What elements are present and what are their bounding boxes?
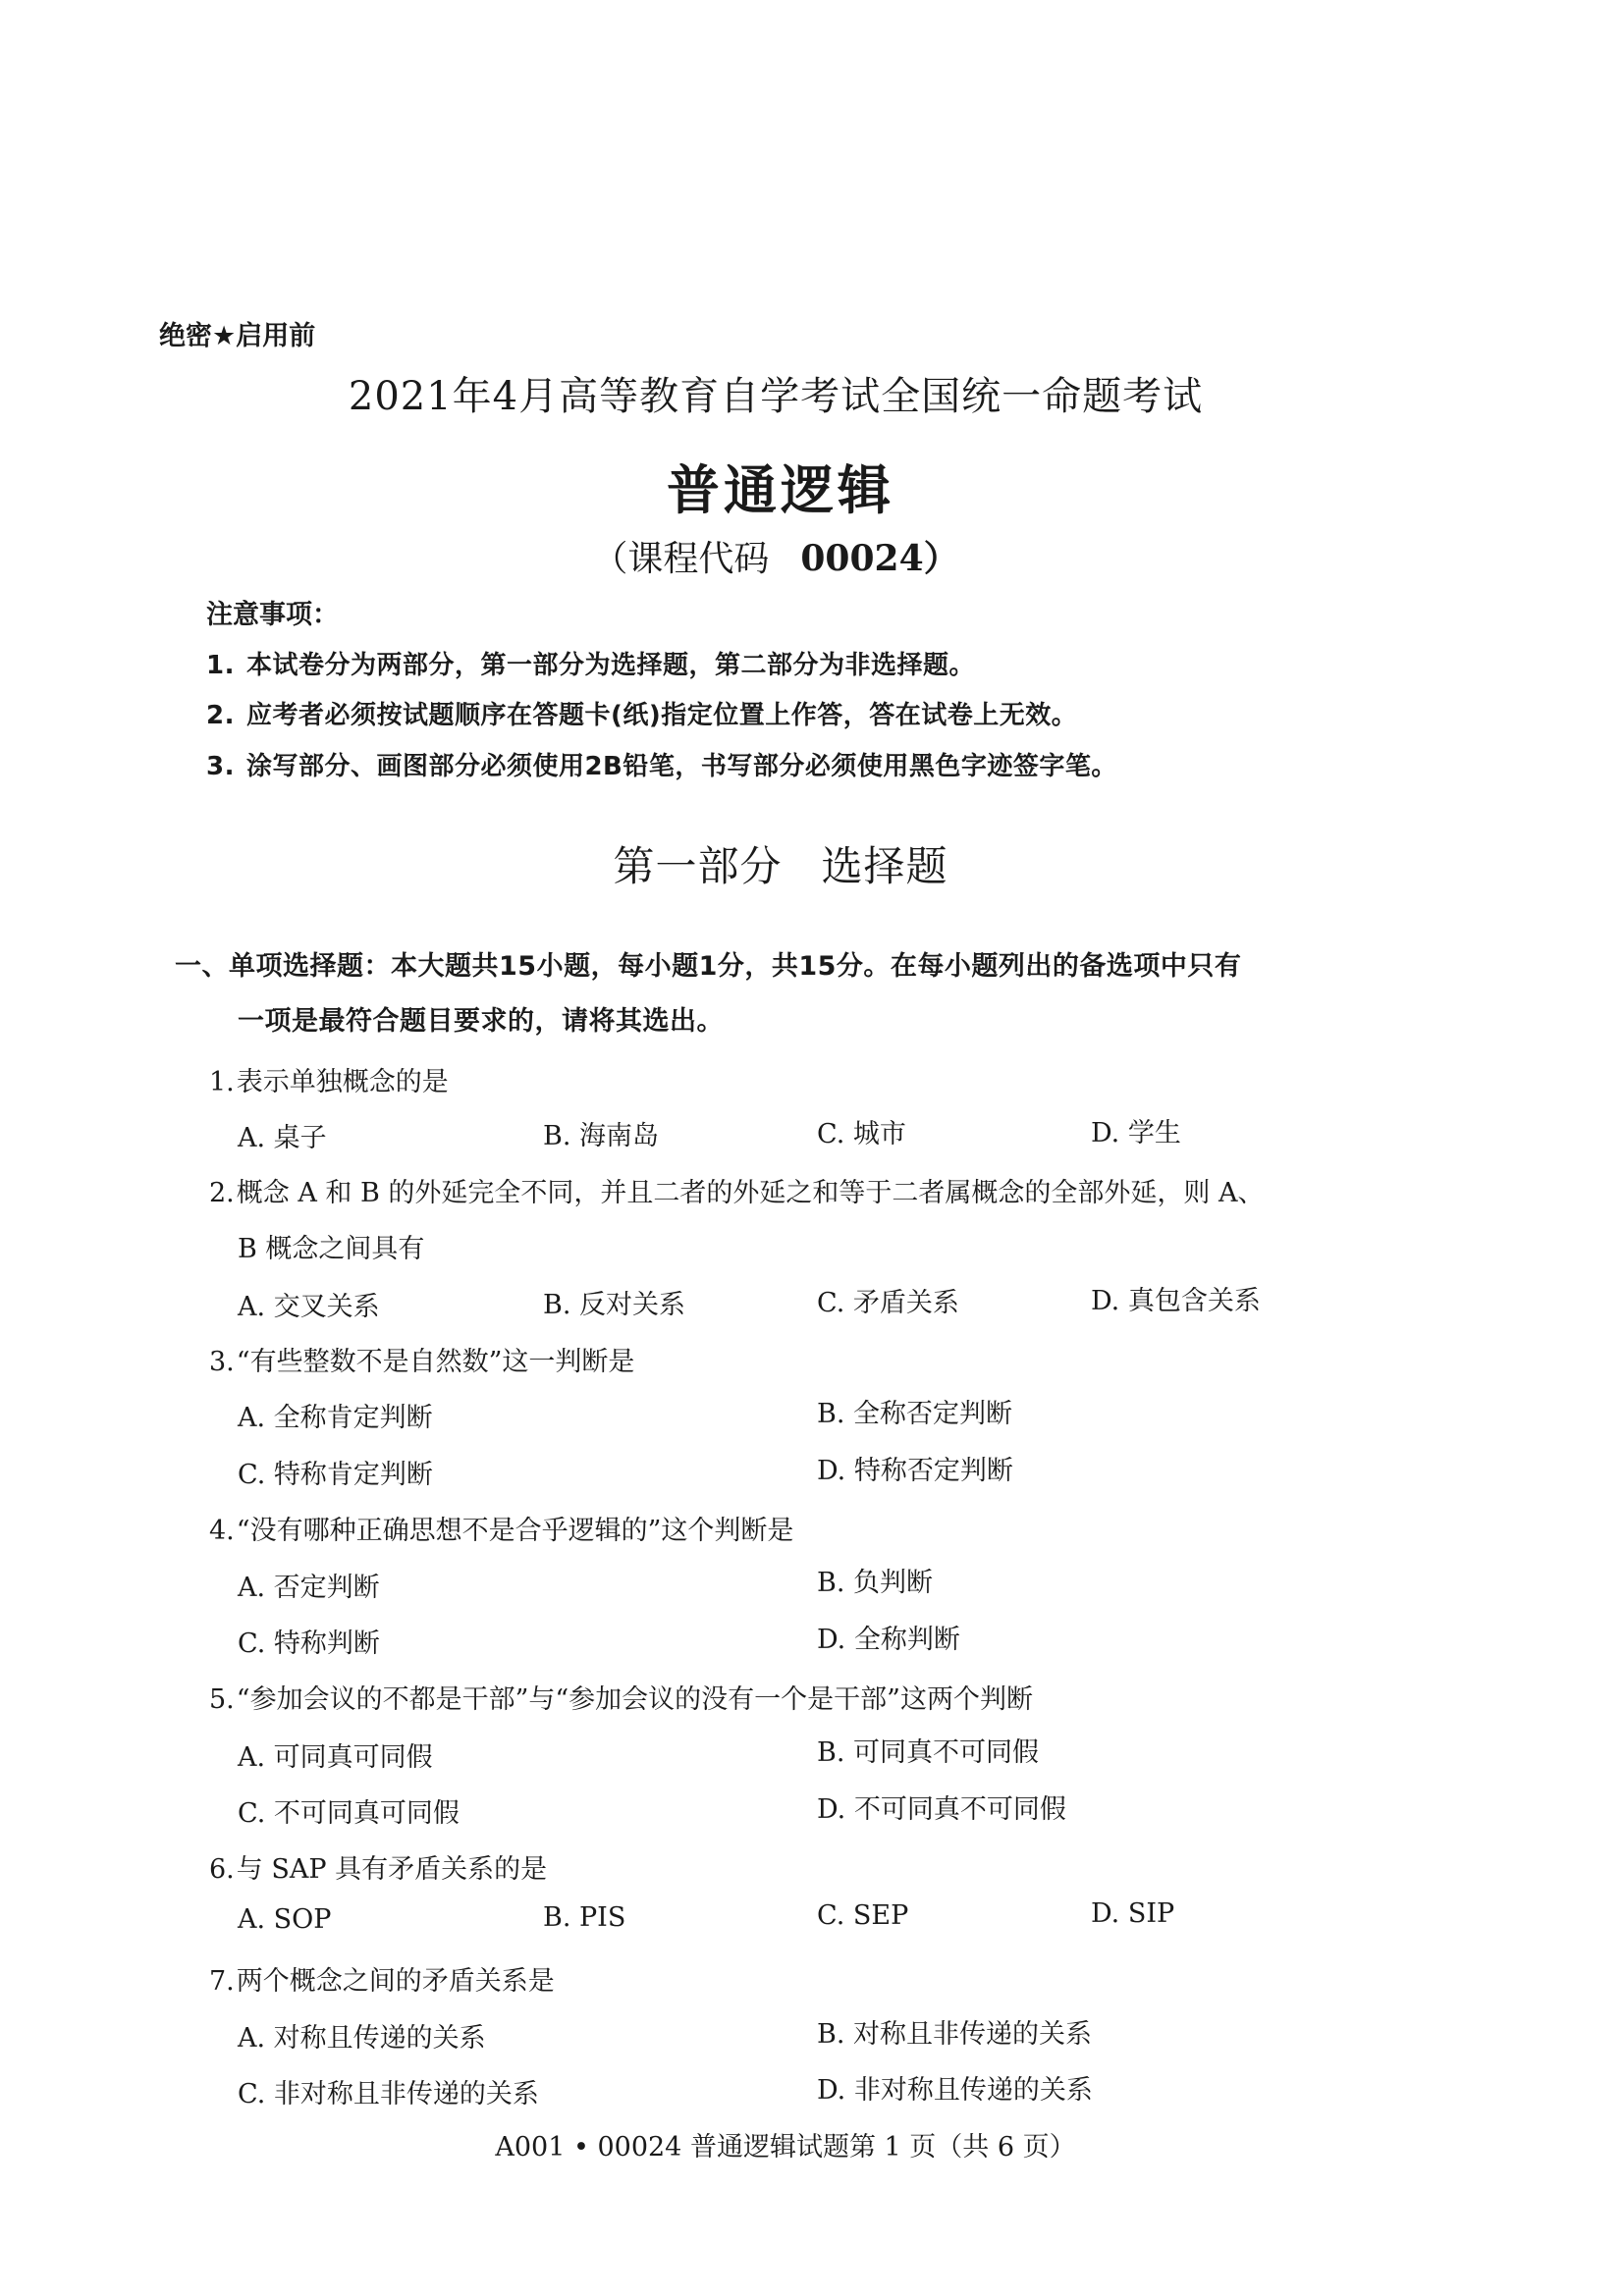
option-d: D. 学生 bbox=[1091, 1118, 1181, 1148]
option-d: D. 不可同真不可同假 bbox=[817, 1794, 1066, 1825]
option-d: D. 真包含关系 bbox=[1091, 1286, 1261, 1316]
option-a: A. 桌子 bbox=[238, 1123, 327, 1153]
option-a: A. 可同真可同假 bbox=[238, 1742, 433, 1773]
part-name: 选择题 bbox=[821, 842, 948, 890]
question-text: “参加会议的不都是干部”与“参加会议的没有一个是干部”这两个判断 bbox=[236, 1684, 1033, 1715]
course-code: 00024） bbox=[800, 538, 959, 579]
option-b: B. 全称否定判断 bbox=[817, 1399, 1013, 1429]
section-instruction-cont: 一项是最符合题目要求的，请将其选出。 bbox=[238, 1006, 724, 1037]
option-d: D. SIP bbox=[1091, 1898, 1175, 1929]
question-number: 4. bbox=[209, 1516, 235, 1546]
notice-item bbox=[206, 645, 975, 681]
notice-title: 注意事项： bbox=[206, 600, 339, 630]
option-c: C. 非对称且非传递的关系 bbox=[238, 2079, 539, 2109]
option-d: D. 非对称且传递的关系 bbox=[817, 2075, 1093, 2106]
question-text: 与 SAP 具有矛盾关系的是 bbox=[236, 1854, 548, 1885]
option-d: D. 特称否定判断 bbox=[817, 1456, 1013, 1486]
option-b: B. 负判断 bbox=[817, 1568, 934, 1598]
notice-item bbox=[206, 746, 1117, 782]
option-b: B. 反对关系 bbox=[543, 1290, 686, 1320]
option-b: B. PIS bbox=[543, 1902, 626, 1933]
section-instruction: 一、单项选择题：本大题共15小题，每小题1分，共15分。在每小题列出的备选项中只有 bbox=[175, 951, 1242, 982]
question-stem bbox=[209, 1959, 555, 1998]
question-number: 2. bbox=[209, 1178, 235, 1208]
question-number: 5. bbox=[209, 1684, 235, 1715]
notice-number: 2. bbox=[206, 701, 235, 730]
question-text: 概念 A 和 B 的外延完全不同，并且二者的外延之和等于二者属概念的全部外延，则 A、 bbox=[236, 1178, 1265, 1208]
option-c: C. 矛盾关系 bbox=[817, 1288, 959, 1318]
option-a: A. 交叉关系 bbox=[238, 1292, 380, 1322]
question-text: “有些整数不是自然数”这一判断是 bbox=[236, 1347, 635, 1377]
notice-number: 3. bbox=[206, 752, 235, 781]
option-a: A. 对称且传递的关系 bbox=[238, 2023, 486, 2054]
question-number: 6. bbox=[209, 1854, 235, 1885]
part-heading bbox=[0, 834, 1561, 893]
question-stem bbox=[209, 1171, 1265, 1209]
question-number: 7. bbox=[209, 1966, 235, 1997]
subject-title: 普通逻辑 bbox=[667, 458, 894, 521]
question-stem bbox=[209, 1340, 634, 1378]
question-number: 1. bbox=[209, 1067, 235, 1097]
question-text: 两个概念之间的矛盾关系是 bbox=[236, 1966, 555, 1997]
option-a: A. SOP bbox=[238, 1904, 332, 1935]
option-a: A. 全称肯定判断 bbox=[238, 1403, 433, 1433]
question-text: 表示单独概念的是 bbox=[236, 1067, 449, 1097]
option-c: C. 特称判断 bbox=[238, 1629, 380, 1659]
option-a: A. 否定判断 bbox=[238, 1573, 380, 1603]
question-text-cont: B 概念之间具有 bbox=[238, 1234, 425, 1264]
page-footer: A001 • 00024 普通逻辑试题第 1 页（共 6 页） bbox=[495, 2132, 1076, 2163]
question-number: 3. bbox=[209, 1347, 235, 1377]
exam-title: 2021年4月高等教育自学考试全国统一命题考试 bbox=[348, 374, 1204, 419]
question-stem bbox=[209, 1678, 1033, 1716]
question-stem bbox=[209, 1060, 449, 1098]
notice-text: 涂写部分、画图部分必须使用2B铅笔，书写部分必须使用黑色字迹签字笔。 bbox=[245, 752, 1117, 781]
option-d: D. 全称判断 bbox=[817, 1625, 960, 1655]
option-c: C. 特称肯定判断 bbox=[238, 1460, 433, 1490]
secret-label: 绝密★启用前 bbox=[159, 321, 316, 351]
option-c: C. 城市 bbox=[817, 1119, 906, 1149]
notice-item bbox=[206, 695, 1077, 731]
notice-text: 应考者必须按试题顺序在答题卡(纸)指定位置上作答，答在试卷上无效。 bbox=[245, 701, 1078, 730]
course-label: （课程代码 bbox=[592, 539, 770, 579]
notice-text: 本试卷分为两部分，第一部分为选择题，第二部分为非选择题。 bbox=[245, 651, 975, 680]
course-code-line bbox=[0, 531, 1551, 581]
option-c: C. SEP bbox=[817, 1900, 909, 1931]
part-label: 第一部分 bbox=[613, 842, 783, 890]
question-text: “没有哪种正确思想不是合乎逻辑的”这个判断是 bbox=[236, 1516, 794, 1546]
question-stem bbox=[209, 1509, 793, 1547]
option-b: B. 可同真不可同假 bbox=[817, 1737, 1040, 1768]
option-c: C. 不可同真可同假 bbox=[238, 1798, 460, 1829]
option-b: B. 对称且非传递的关系 bbox=[817, 2019, 1093, 2050]
notice-number: 1. bbox=[206, 651, 235, 680]
option-b: B. 海南岛 bbox=[543, 1121, 660, 1151]
question-stem bbox=[209, 1847, 547, 1886]
